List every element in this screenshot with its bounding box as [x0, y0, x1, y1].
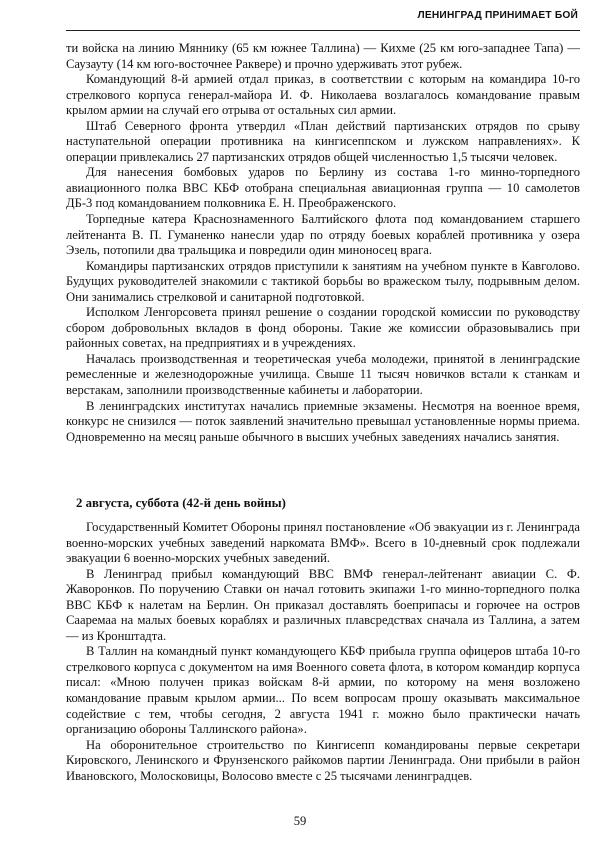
paragraph: Началась производственная и теоретическая учеба молодежи, принятой в ленинградские ремесленные и железнодорожные училища. Свыше 11 тысяч новичков встали к станкам и верстакам, заполнили производственные кабинеты и лаборатории. — [66, 351, 580, 398]
paragraph: На оборонительное строительство по Кингисепп командированы первые секретари Кировского, Ленинского и Фрунзенского райкомов партии Ленинграда. Они прибыли в район Ивановского, Молосковицы, Волосово вместе с 25 тысячами ленинградцев. — [66, 737, 580, 783]
running-head: ЛЕНИНГРАД ПРИНИМАЕТ БОЙ — [417, 10, 578, 21]
paragraph: Государственный Комитет Обороны принял постановление «Об эвакуации из г. Ленинграда военно-морских учебных заведений наркомата ВМФ». Всего в 10-дневный срок подлежали эвакуации 6 военно-морских учебных заведений. — [66, 520, 580, 566]
header-rule — [66, 30, 580, 31]
paragraph: В Ленинград прибыл командующий ВВС ВМФ генерал-лейтенант авиации С. Ф. Жаворонков. По поручению Ставки он начал готовить экипажи 1-го минно-торпедного полка ВВС КБФ к налетам на Берлин. Он приказал доставлять боеприпасы и горючее на остров Сааремаа на малых боевых кораблях и различных плавсредствах сначала из Таллина, а затем — из Кронштадта. — [66, 566, 580, 643]
paragraph: В Таллин на командный пункт командующего КБФ прибыла группа офицеров штаба 10-го стрелкового корпуса с документом на имя Военного совета флота, в котором командир корпуса писал: «Мною получен приказ войскам 8-й армии, по которому на меня возложено командование правым крылом армии... По всем вопросам прошу оказывать максимальное содействие с тем, чтобы сегодня, 2 августа 1941 г. можно было практически начать организацию обороны Таллинского района». — [66, 644, 580, 737]
paragraph: Исполком Ленгорсовета принял решение о создании городской комиссии по руководству сбором добровольных вкладов в фонд обороны. Такие же комиссии образовывались при районных советах, на предприятиях и в учреждениях. — [66, 305, 580, 351]
paragraph: ти войска на линию Мяннику (65 км южнее Таллина) — Кихме (25 км юго-западнее Тапа) — Саузауту (14 км юго-восточнее Раквере) и прочно удерживать этот рубеж. — [66, 41, 580, 71]
main-text-top — [66, 41, 580, 445]
paragraph: Для нанесения бомбовых ударов по Берлину из состава 1-го минно-торпедного авиационного полка ВВС КБФ отобрана специальная авиационная группа — 10 самолетов ДБ-3 под командованием полковника Е. Н. Преображенского. — [66, 165, 580, 211]
paragraph: Штаб Северного фронта утвердил «План действий партизанских отрядов по срыву наступательной операции противника на кингисеппском и лужском направлениях». К операции привлекались 27 партизанских отрядов общей численностью 1,5 тысячи человек. — [66, 118, 580, 164]
paragraph: Командиры партизанских отрядов приступили к занятиям на учебном пункте в Кавголово. Будущих руководителей знакомили с тактикой борьбы во вражеском тылу, подрывным делом. Они занимались стрелковой и санитарной подготовкой. — [66, 258, 580, 304]
main-text-bottom — [66, 520, 580, 784]
section-heading: 2 августа, суббота (42-й день войны) — [76, 496, 286, 510]
paragraph: Торпедные катера Краснознаменного Балтийского флота под командованием старшего лейтенанта В. П. Гуманенко нанесли удар по отряду боевых кораблей противника у озера Эзель, потопили два тральщика и повредили один миноносец врага. — [66, 212, 580, 258]
page-number: 59 — [293, 814, 307, 828]
paragraph: В ленинградских институтах начались приемные экзамены. Несмотря на военное время, конкурс не снизился — поток заявлений значительно превышал установленные нормы приема. Одновременно на месяц раньше обычного в высших учебных заведениях начались занятия. — [66, 398, 580, 444]
paragraph: Командующий 8-й армией отдал приказ, в соответствии с которым на командира 10-го стрелкового корпуса генерал-майора И. Ф. Николаева возлагалось командование правым крылом армии на случай его отрыва от остальных сил армии. — [66, 72, 580, 118]
